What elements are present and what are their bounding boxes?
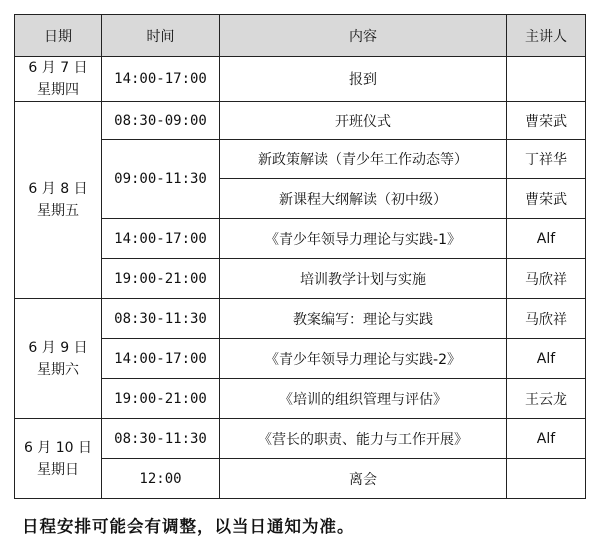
table-row (15, 299, 586, 339)
date-cell (15, 102, 102, 299)
content-cell: 新课程大纲解读（初中级） (220, 179, 507, 219)
content-cell: 《营长的职责、能力与工作开展》 (220, 419, 507, 459)
weekday-label: 星期四 (37, 82, 79, 98)
date-label: 6 月 8 日 (28, 181, 88, 197)
header-content: 内容 (220, 15, 507, 57)
header-time: 时间 (102, 15, 220, 57)
time-cell: 19:00-21:00 (102, 379, 220, 419)
date-label: 6 月 7 日 (28, 60, 88, 76)
speaker-cell: 马欣祥 (507, 259, 586, 299)
time-cell: 19:00-21:00 (102, 259, 220, 299)
content-cell: 离会 (220, 459, 507, 499)
table-row (15, 57, 586, 102)
content-cell: 《青少年领导力理论与实践-2》 (220, 339, 507, 379)
speaker-cell: Alf (507, 419, 586, 459)
content-cell: 报到 (220, 57, 507, 102)
date-cell (15, 419, 102, 499)
time-cell: 08:30-11:30 (102, 299, 220, 339)
header-speaker: 主讲人 (507, 15, 586, 57)
date-label: 6 月 10 日 (23, 439, 93, 456)
speaker-cell: 丁祥华 (507, 140, 586, 179)
content-cell: 《培训的组织管理与评估》 (220, 379, 507, 419)
date-label: 6 月 9 日 (28, 339, 88, 356)
schedule-table (14, 14, 586, 499)
table-row (15, 419, 586, 459)
speaker-cell: Alf (507, 339, 586, 379)
table-row (15, 102, 586, 140)
weekday-label: 星期日 (37, 461, 79, 478)
time-cell: 14:00-17:00 (102, 339, 220, 379)
content-cell: 教案编写：理论与实践 (220, 299, 507, 339)
header-date: 日期 (15, 15, 102, 57)
speaker-cell (507, 459, 586, 499)
time-cell: 08:30-11:30 (102, 419, 220, 459)
time-cell: 14:00-17:00 (102, 219, 220, 259)
content-cell: 培训教学计划与实施 (220, 259, 507, 299)
date-cell (15, 57, 102, 102)
weekday-label: 星期六 (37, 361, 79, 378)
speaker-cell: 曹荣武 (507, 102, 586, 140)
footnote: 日程安排可能会有调整，以当日通知为准。 (22, 517, 355, 536)
weekday-label: 星期五 (37, 203, 79, 219)
speaker-cell (507, 57, 586, 102)
content-cell: 新政策解读（青少年工作动态等） (220, 140, 507, 179)
time-cell: 09:00-11:30 (102, 140, 220, 219)
speaker-cell: 马欣祥 (507, 299, 586, 339)
content-cell: 开班仪式 (220, 102, 507, 140)
header-row (15, 15, 586, 57)
time-cell: 12:00 (102, 459, 220, 499)
speaker-cell: 王云龙 (507, 379, 586, 419)
content-cell: 《青少年领导力理论与实践-1》 (220, 219, 507, 259)
date-cell (15, 299, 102, 419)
speaker-cell: 曹荣武 (507, 179, 586, 219)
time-cell: 08:30-09:00 (102, 102, 220, 140)
time-cell: 14:00-17:00 (102, 57, 220, 102)
speaker-cell: Alf (507, 219, 586, 259)
